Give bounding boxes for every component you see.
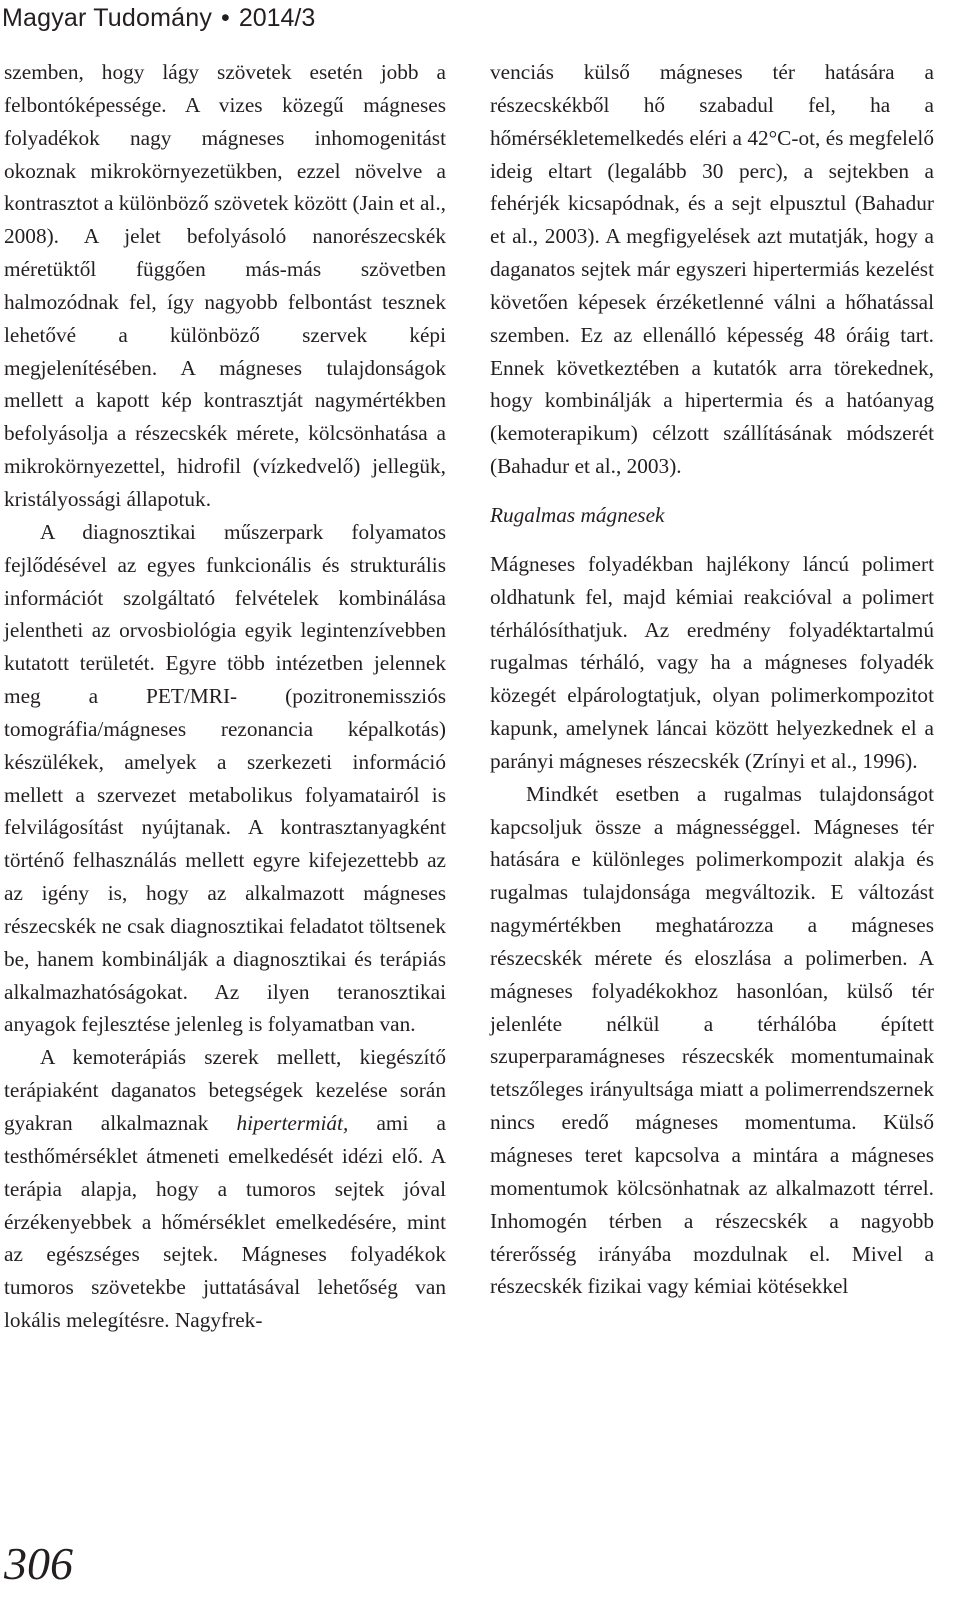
right-paragraph-1: venciás külső mágneses tér hatására a részecskékből hő szabadul fel, ha a hőmérsékletemelkedés eléri a 42°C-ot, és megfelelő ideig eltart (legalább 30 perc), a sejtekben a fehérjék kicsapódnak, és a sejt elpusztul (Bahadur et al., 2003). A megfigyelések azt mutatják, hogy a daganatos sejtek már egyszeri hipertermiás kezelést követően képesek érzéketlenné válni a hőhatással szemben. Ez az ellenálló képesség 48 óráig tart. Ennek következtében a kutatók arra törekednek, hogy kombinálják a hipertermia és a hatóanyag (kemoterapikum) célzott szállításának módszerét (Bahadur et al., 2003).: [490, 60, 934, 479]
hyperthermia-term: hipertermiát,: [236, 1111, 349, 1135]
journal-title: Magyar Tudomány: [2, 4, 213, 32]
right-paragraph-2: Mágneses folyadékban hajlékony láncú polimert oldhatunk fel, majd kémiai reakcióval a polimert térhálósíthatjuk. Az eredmény folyadéktartalmú rugalmas térháló, vagy ha a mágneses folyadék közegét elpárologtatjuk, olyan polimerkompozitot kapunk, amelynek láncai között helyezkednek el a parányi mágneses részecskék (Zrínyi et al., 1996).: [490, 551, 934, 773]
left-paragraph-1: szemben, hogy lágy szövetek esetén jobb a felbontóképessége. A vizes közegű mágneses folyadékok nagy mágneses inhomogenitást okoznak mikrokörnyezetükben, ezzel növelve a kontrasztot a különböző szövetek között (Jain et al., 2008). A jelet befolyásoló nanorészecskék méretüktől függően más-más szövetben halmozódnak fel, így nagyobb felbontást tesznek lehetővé a különböző szervek képi megjelenítésében. A mágneses tulajdonságok mellett a kapott kép kontrasztját nagymértékben befolyásolja a részecskék mérete, kölcsönhatása a mikrokörnyezettel, hidrofil (vízkedvelő) jellegük, kristályossági állapotuk.: [4, 60, 446, 511]
right-paragraph-3: Mindkét esetben a rugalmas tulajdonságot kapcsoljuk össze a mágnességgel. Mágneses tér hatására e különleges polimerkompozit alakja és rugalmas tulajdonsága megváltozik. E változást nagymértékben meghatározza a mágneses részecskék mérete és eloszlása a polimerben. A mágneses folyadékokhoz hasonlóan, külső tér jelenléte nélkül a térhálóba épített szuperparamágneses részecskék momentumainak tetszőleges irányultsága miatt a polimerrendszernek nincs eredő mágneses momentuma. Külső mágneses teret kapcsolva a mintára a mágneses momentumok kölcsönhatnak az alkalmazott térrel. Inhomogén térben a részecskék a nagyobb térerősség irányába mozdulnak el. Mivel a részecskék fizikai vagy kémiai kötésekkel: [490, 781, 934, 1299]
section-subheading: Rugalmas mágnesek: [490, 502, 665, 527]
page-number: 306: [4, 1538, 73, 1589]
left-paragraph-3-part-1: A kemoterápiás szerek mellett, kiegészítő terápiaként daganatos betegségek kezelése során gyakran alkalmaznak: [4, 1045, 446, 1135]
left-column: [4, 56, 446, 1337]
header-separator: •: [221, 4, 230, 32]
right-column: [490, 56, 934, 1303]
running-header: [0, 0, 960, 40]
left-paragraph-3-part-2: ami a testhőmérséklet átmeneti emelkedését idézi elő. A terápia alapja, hogy a tumoros sejtek jóval érzékenyebbek a hőmérséklet emelkedésére, mint az egészséges sejtek. Mágneses folyadékok tumoros szövetekbe juttatásával lehetőség van lokális melegítésre. Nagyfrek-: [4, 1111, 446, 1333]
issue-number: 2014/3: [238, 4, 316, 32]
left-paragraph-3: [4, 1041, 446, 1337]
left-paragraph-2: A diagnosztikai műszerpark folyamatos fejlődésével az egyes funkcionális és strukturális információt szolgáltató felvételek kombinálása jelentheti az orvosbiológia egyik legintenzívebben kutatott területét. Egyre több intézetben jelennek meg a PET/MRI- (pozitronemissziós tomográfia/mágneses rezonancia képalkotás) készülékek, amelyek a szerkezeti információ mellett a szervezet metabolikus folyamatairól is felvilágosítást nyújtanak. A kontrasztanyagként történő felhasználás mellett egyre kifejezettebb az az igény is, hogy az alkalmazott mágneses részecskék ne csak diagnosztikai feladatot töltsenek be, hanem kombinálják a diagnosztikai és terápiás alkalmazhatóságokat. Az ilyen teranosztikai anyagok fejlesztése jelenleg is folyamatban van.: [4, 519, 446, 1037]
